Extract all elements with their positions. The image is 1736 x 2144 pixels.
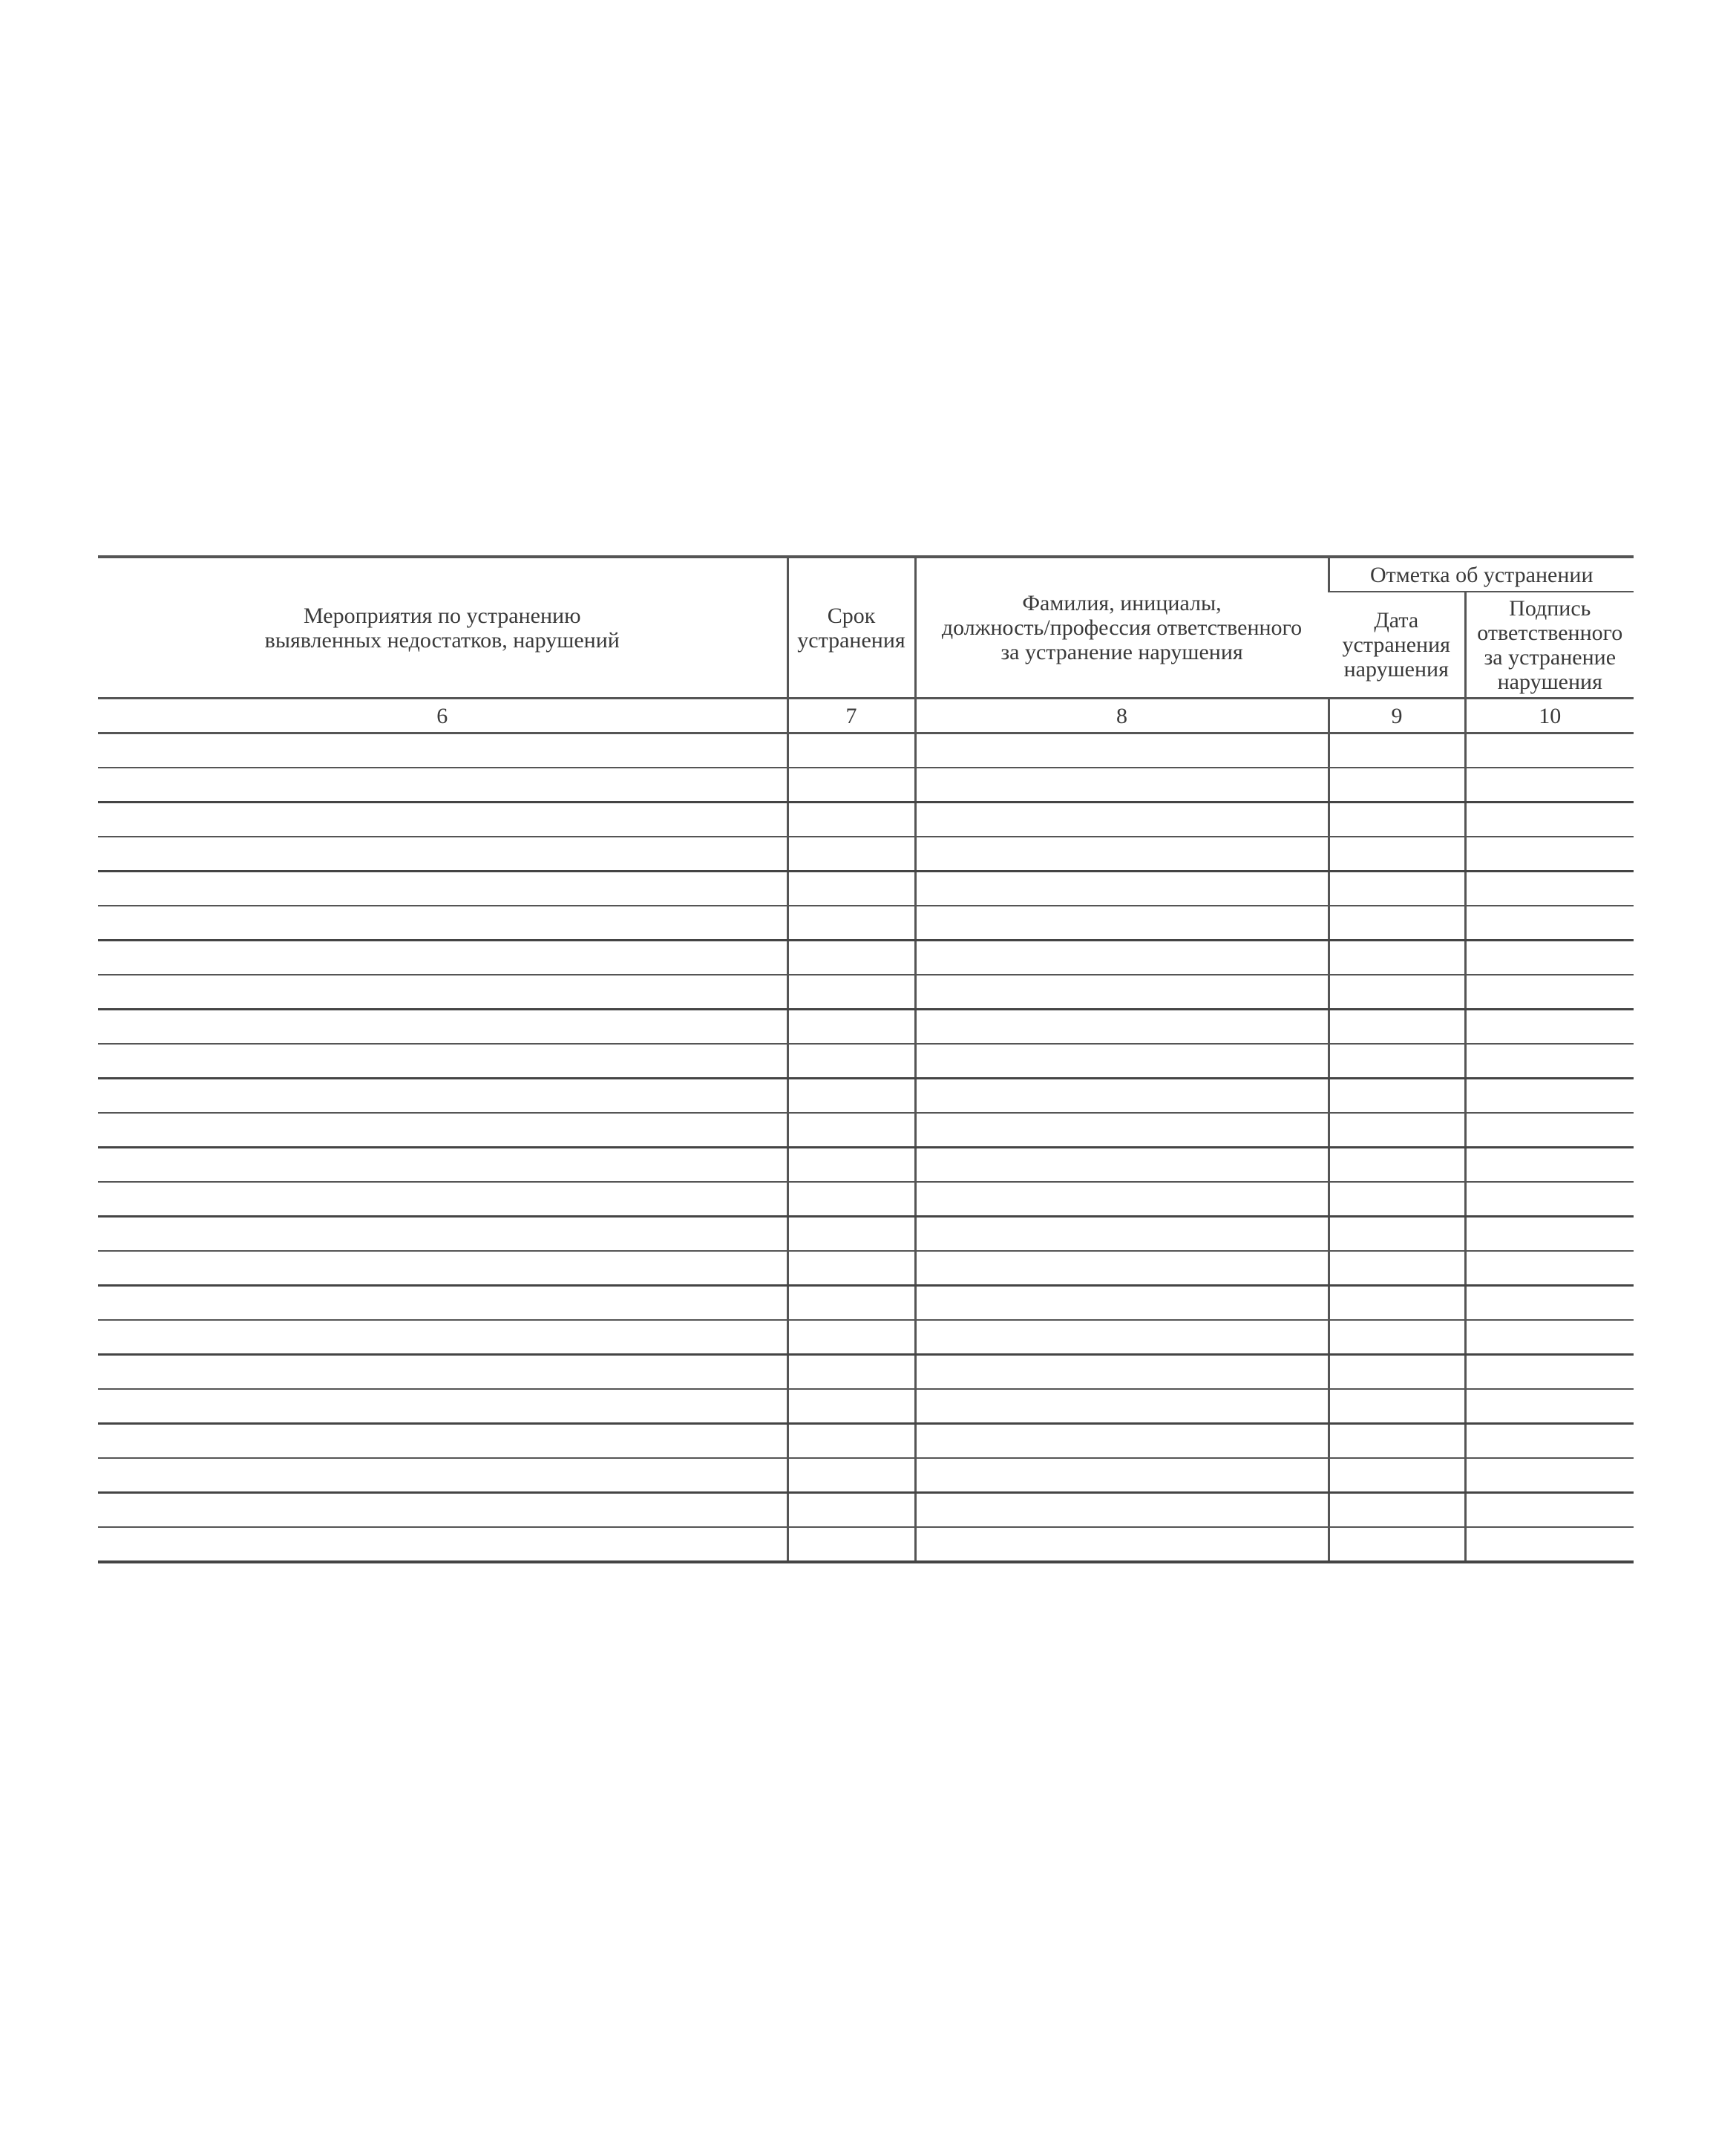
header-elimination-mark-label: Отметка об устранении: [1369, 562, 1593, 587]
table-cell[interactable]: [915, 1010, 1329, 1045]
table-cell[interactable]: [98, 1044, 787, 1079]
table-cell[interactable]: [1465, 1527, 1634, 1562]
table-cell[interactable]: [1329, 803, 1465, 837]
table-row: [98, 1148, 1634, 1183]
table-cell[interactable]: [98, 1355, 787, 1390]
table-cell[interactable]: [1329, 1389, 1465, 1424]
table-cell[interactable]: [915, 1389, 1329, 1424]
table-cell[interactable]: [787, 906, 915, 941]
table-header: [98, 557, 1634, 733]
table-cell[interactable]: [1329, 1320, 1465, 1355]
table-cell[interactable]: [915, 1217, 1329, 1252]
column-number-9: 9: [1329, 699, 1465, 733]
table-row: [98, 1010, 1634, 1045]
table-row: [98, 1458, 1634, 1493]
table-row: [98, 1251, 1634, 1286]
table-row: [98, 1389, 1634, 1424]
table-cell[interactable]: [787, 1355, 915, 1390]
table-cell[interactable]: [1329, 1010, 1465, 1045]
column-number-7: 7: [787, 699, 915, 733]
table-cell[interactable]: [787, 1527, 915, 1562]
header-elimination-mark: [1329, 557, 1634, 592]
table-cell[interactable]: [787, 1182, 915, 1217]
table-row: [98, 941, 1634, 975]
table-cell[interactable]: [1329, 1286, 1465, 1321]
table-cell[interactable]: [98, 1286, 787, 1321]
table-cell[interactable]: [98, 1113, 787, 1148]
column-number-10: 10: [1465, 699, 1634, 733]
header-signature-label: Подпись ответственного за устранение нарушения: [1477, 595, 1623, 694]
column-number-6: 6: [98, 699, 787, 733]
table-cell[interactable]: [1465, 1079, 1634, 1114]
header-deadline: [787, 557, 915, 699]
table-cell[interactable]: [1329, 1148, 1465, 1183]
table-cell[interactable]: [1329, 1527, 1465, 1562]
table-cell[interactable]: [1465, 733, 1634, 768]
table-cell[interactable]: [787, 768, 915, 803]
table-row: [98, 1320, 1634, 1355]
table-row: [98, 1044, 1634, 1079]
table-cell[interactable]: [1465, 768, 1634, 803]
table-cell[interactable]: [787, 733, 915, 768]
table-cell[interactable]: [1465, 1251, 1634, 1286]
table-cell[interactable]: [98, 975, 787, 1010]
table-cell[interactable]: [787, 1320, 915, 1355]
table-cell[interactable]: [1329, 1079, 1465, 1114]
table-cell[interactable]: [1465, 872, 1634, 906]
table-cell[interactable]: [787, 872, 915, 906]
table-cell[interactable]: [98, 1493, 787, 1528]
table-cell[interactable]: [98, 1217, 787, 1252]
table-cell[interactable]: [787, 1044, 915, 1079]
table-cell[interactable]: [787, 1493, 915, 1528]
table-cell[interactable]: [1329, 1355, 1465, 1390]
table-row: [98, 1493, 1634, 1528]
table-cell[interactable]: [915, 803, 1329, 837]
table-row: [98, 1079, 1634, 1114]
table-cell[interactable]: [98, 1079, 787, 1114]
table-cell[interactable]: [1465, 837, 1634, 872]
table-cell[interactable]: [98, 1148, 787, 1183]
table-cell[interactable]: [1329, 1044, 1465, 1079]
table-cell[interactable]: [915, 975, 1329, 1010]
table-cell[interactable]: [1329, 872, 1465, 906]
table-cell[interactable]: [787, 837, 915, 872]
header-measures-label: Мероприятия по устранению выявленных недостатков, нарушений: [264, 603, 620, 653]
table-cell[interactable]: [787, 941, 915, 975]
table-cell[interactable]: [1465, 1044, 1634, 1079]
header-elimination-date-label: Дата устранения нарушения: [1342, 608, 1450, 682]
table-row: [98, 1182, 1634, 1217]
table-row: [98, 1424, 1634, 1459]
table-row: [98, 837, 1634, 872]
column-number-row: [98, 699, 1634, 733]
table-cell[interactable]: [98, 1010, 787, 1045]
table-cell[interactable]: [915, 1527, 1329, 1562]
table-row: [98, 733, 1634, 768]
table-row: [98, 975, 1634, 1010]
table-row: [98, 803, 1634, 837]
table-cell[interactable]: [1465, 1458, 1634, 1493]
table-cell[interactable]: [787, 1424, 915, 1459]
table-cell[interactable]: [1329, 1217, 1465, 1252]
table-cell[interactable]: [1329, 941, 1465, 975]
table-cell[interactable]: [915, 1320, 1329, 1355]
table-cell[interactable]: [98, 1251, 787, 1286]
table-cell[interactable]: [915, 1148, 1329, 1183]
column-number-8: 8: [915, 699, 1329, 733]
table-cell[interactable]: [1329, 1424, 1465, 1459]
table-cell[interactable]: [787, 1458, 915, 1493]
table-cell[interactable]: [1329, 975, 1465, 1010]
table-cell[interactable]: [98, 872, 787, 906]
table-cell[interactable]: [98, 803, 787, 837]
table-cell[interactable]: [1329, 768, 1465, 803]
table-row: [98, 1355, 1634, 1390]
remediation-table: [98, 555, 1634, 1563]
table-cell[interactable]: [1329, 906, 1465, 941]
table-cell[interactable]: [787, 1113, 915, 1148]
table-cell[interactable]: [787, 1010, 915, 1045]
table-row: [98, 1527, 1634, 1562]
table-cell[interactable]: [1329, 1458, 1465, 1493]
table-cell[interactable]: [915, 941, 1329, 975]
table-cell[interactable]: [915, 1424, 1329, 1459]
table-cell[interactable]: [1465, 803, 1634, 837]
table-row: [98, 1217, 1634, 1252]
table-cell[interactable]: [1465, 1182, 1634, 1217]
table-cell[interactable]: [915, 1493, 1329, 1528]
table-cell[interactable]: [98, 733, 787, 768]
table-cell[interactable]: [98, 1424, 787, 1459]
table-cell[interactable]: [787, 1389, 915, 1424]
header-responsible-label: Фамилия, инициалы, должность/профессия ответственного за устранение нарушения: [941, 591, 1303, 664]
table-cell[interactable]: [787, 1217, 915, 1252]
table-cell[interactable]: [1329, 733, 1465, 768]
table-cell[interactable]: [915, 906, 1329, 941]
table-cell[interactable]: [915, 1458, 1329, 1493]
table-cell[interactable]: [787, 1251, 915, 1286]
table-cell[interactable]: [1465, 975, 1634, 1010]
table-cell[interactable]: [915, 1182, 1329, 1217]
table-cell[interactable]: [98, 1182, 787, 1217]
table-cell[interactable]: [915, 872, 1329, 906]
table-cell[interactable]: [915, 1251, 1329, 1286]
table-cell[interactable]: [1465, 1113, 1634, 1148]
table-cell[interactable]: [1465, 1355, 1634, 1390]
table-cell[interactable]: [1465, 1010, 1634, 1045]
table-cell[interactable]: [98, 1527, 787, 1562]
table-row: [98, 872, 1634, 906]
header-elimination-date: [1329, 592, 1465, 698]
table-cell[interactable]: [915, 1286, 1329, 1321]
table-row: [98, 1113, 1634, 1148]
table-cell[interactable]: [1465, 1389, 1634, 1424]
table-cell[interactable]: [98, 1458, 787, 1493]
table-cell[interactable]: [787, 1286, 915, 1321]
table-cell[interactable]: [1465, 1286, 1634, 1321]
table-cell[interactable]: [915, 837, 1329, 872]
table-cell[interactable]: [1465, 1217, 1634, 1252]
header-deadline-label: Срок устранения: [797, 603, 905, 653]
table-cell[interactable]: [1465, 1493, 1634, 1528]
table-cell[interactable]: [1465, 941, 1634, 975]
table-cell[interactable]: [787, 1148, 915, 1183]
table-cell[interactable]: [1465, 1148, 1634, 1183]
table-cell[interactable]: [1465, 1320, 1634, 1355]
table-cell[interactable]: [98, 768, 787, 803]
table-cell[interactable]: [98, 1389, 787, 1424]
table-cell[interactable]: [915, 1355, 1329, 1390]
table-cell[interactable]: [1329, 1493, 1465, 1528]
table-cell[interactable]: [1329, 1113, 1465, 1148]
table-cell[interactable]: [1329, 837, 1465, 872]
table-cell[interactable]: [915, 1044, 1329, 1079]
header-measures: [98, 557, 787, 699]
table-cell[interactable]: [915, 733, 1329, 768]
header-signature: [1465, 592, 1634, 698]
table-row: [98, 768, 1634, 803]
table-cell[interactable]: [98, 941, 787, 975]
table-cell[interactable]: [915, 768, 1329, 803]
table-cell[interactable]: [98, 837, 787, 872]
table-row: [98, 1286, 1634, 1321]
table-cell[interactable]: [787, 975, 915, 1010]
table-cell[interactable]: [1465, 906, 1634, 941]
table-cell[interactable]: [787, 803, 915, 837]
table-cell[interactable]: [98, 906, 787, 941]
table-cell[interactable]: [1465, 1424, 1634, 1459]
table-cell[interactable]: [915, 1079, 1329, 1114]
table-row: [98, 906, 1634, 941]
table-cell[interactable]: [1329, 1251, 1465, 1286]
table-cell[interactable]: [1329, 1182, 1465, 1217]
header-responsible: [915, 557, 1329, 699]
table-cell[interactable]: [915, 1113, 1329, 1148]
table-cell[interactable]: [98, 1320, 787, 1355]
journal-sheet: [98, 555, 1634, 1563]
table-cell[interactable]: [787, 1079, 915, 1114]
table-body: [98, 733, 1634, 1563]
